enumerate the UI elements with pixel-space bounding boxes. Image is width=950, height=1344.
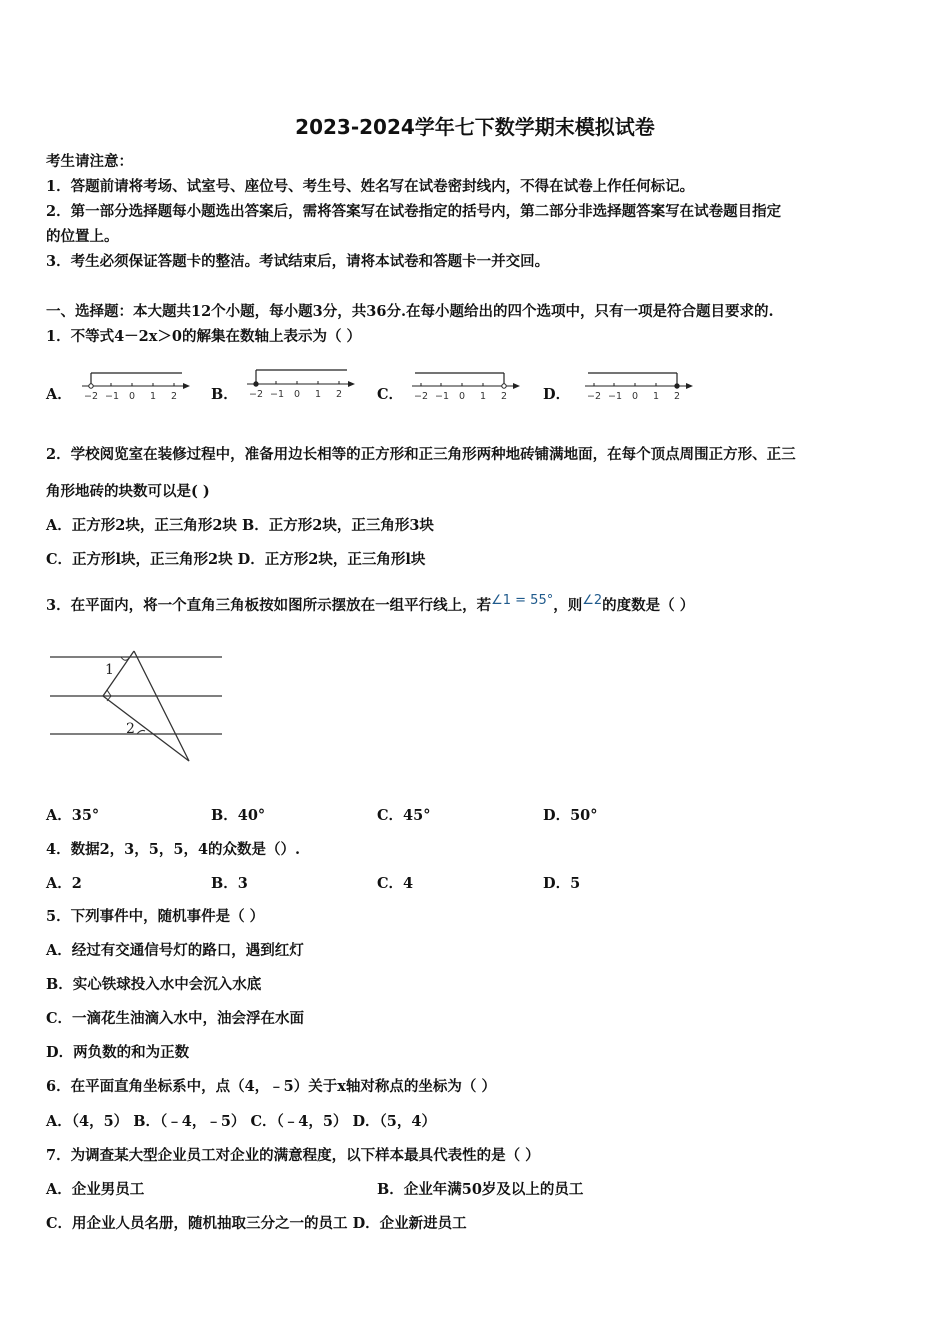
q3-figure [45, 645, 230, 770]
q1c-tick-label: 0 [459, 391, 466, 402]
q4-option-a: A．2 [46, 875, 82, 892]
q1-option-d-number-line [583, 364, 701, 404]
q1-option-c-label: C． [377, 386, 404, 403]
q3-angle1-condition: ∠1 = 55° [491, 593, 554, 608]
q1c-tick-label: −1 [435, 391, 450, 402]
q3-option-c: C．45° [377, 807, 431, 824]
q4-option-b: B．3 [211, 875, 248, 892]
q1a-tick-label: −1 [105, 391, 120, 402]
q3-option-d: D．50° [543, 807, 598, 824]
q1b-tick-label: −1 [270, 389, 285, 400]
q5-option-c: C．一滴花生油滴入水中，油会浮在水面 [46, 1010, 305, 1027]
q1b-tick-label: 0 [294, 389, 301, 400]
q3-stem-c: 的度数是（ ） [602, 597, 695, 614]
q3-stem [46, 593, 695, 616]
page-title: 2023-2024学年七下数学期末模拟试卷 [295, 115, 655, 139]
q1-option-a-label: A． [46, 386, 72, 403]
q1d-tick-label: 0 [632, 391, 639, 402]
section-heading: 一、选择题：本大题共12个小题，每小题3分，共36分.在每小题给出的四个选项中，只有一项是符合题目要求的. [46, 303, 774, 320]
q1c-tick-label: −2 [414, 391, 429, 402]
notice-item-3: 3．考生必须保证答题卡的整洁。考试结束后，请将本试卷和答题卡一并交回。 [46, 253, 550, 270]
q1b-tick-label: 2 [336, 389, 343, 400]
notice-item-2a: 2．第一部分选择题每小题选出答案后，需将答案写在试卷指定的括号内，第二部分非选择题答案写在试卷题目指定 [46, 203, 782, 220]
notice-item-2b: 的位置上。 [46, 228, 119, 245]
q2-stem-a: 2．学校阅览室在装修过程中，准备用边长相等的正方形和正三角形两种地砖铺满地面，在每个顶点周围正方形、正三 [46, 446, 796, 463]
q1-stem: 1．不等式4－2x＞0的解集在数轴上表示为（ ） [46, 328, 362, 345]
q3-angle2-label: 2 [126, 721, 135, 737]
q3-stem-a: 3．在平面内，将一个直角三角板按如图所示摆放在一组平行线上，若 [46, 597, 492, 614]
q1-option-d-label: D． [543, 386, 571, 403]
q1d-tick-label: 2 [674, 391, 681, 402]
q4-option-d: D．5 [543, 875, 581, 892]
q3-stem-b: ，则 [553, 597, 583, 614]
q3-option-a: A．35° [46, 807, 100, 824]
q1a-tick-label: 1 [150, 391, 157, 402]
notice-item-1: 1．答题前请将考场、试室号、座位号、考生号、姓名写在试卷密封线内，不得在试卷上作任何标记。 [46, 178, 695, 195]
q3-angle1-label: 1 [105, 662, 114, 678]
q1-option-b-number-line [245, 364, 363, 404]
q1c-tick-label: 2 [501, 391, 508, 402]
q5-option-a: A．经过有交通信号灯的路口，遇到红灯 [46, 942, 304, 959]
q7-option-a: A．企业男员工 [46, 1181, 145, 1198]
q6-stem: 6．在平面直角坐标系中，点（4，﹣5）关于x轴对称点的坐标为（ ） [46, 1078, 496, 1095]
q7-options-line-cd: C．用企业人员名册，随机抽取三分之一的员工 D．企业新进员工 [46, 1215, 467, 1232]
q5-option-b: B．实心铁球投入水中会沉入水底 [46, 976, 262, 993]
q3-option-b: B．40° [211, 807, 266, 824]
q4-stem: 4．数据2，3，5，5，4的众数是（）. [46, 841, 301, 858]
q7-option-b: B．企业年满50岁及以上的员工 [377, 1181, 584, 1198]
q5-option-d: D．两负数的和为正数 [46, 1044, 190, 1061]
q4-option-c: C．4 [377, 875, 414, 892]
q1d-tick-label: −1 [608, 391, 623, 402]
q6-options-line: A．（4，5） B．（﹣4，﹣5） C．（﹣4，5） D．（5，4） [46, 1113, 436, 1130]
q1a-tick-label: −2 [84, 391, 99, 402]
q1a-tick-label: 2 [171, 391, 178, 402]
q1d-tick-label: −2 [587, 391, 602, 402]
q1-option-c-number-line [410, 364, 528, 404]
q1b-tick-label: 1 [315, 389, 322, 400]
notice-heading: 考生请注意： [46, 153, 133, 170]
q1a-tick-label: 0 [129, 391, 136, 402]
q2-options-line-1: A．正方形2块，正三角形2块 B．正方形2块，正三角形3块 [46, 517, 434, 534]
q7-stem: 7．为调查某大型企业员工对企业的满意程度，以下样本最具代表性的是（ ） [46, 1147, 540, 1164]
q2-stem-b: 角形地砖的块数可以是( ) [46, 483, 210, 500]
q1-option-a-number-line [80, 364, 198, 404]
q1b-tick-label: −2 [249, 389, 264, 400]
q1d-tick-label: 1 [653, 391, 660, 402]
q5-stem: 5．下列事件中，随机事件是（ ） [46, 908, 265, 925]
q1c-tick-label: 1 [480, 391, 487, 402]
q1-option-b-label: B． [211, 386, 238, 403]
q3-angle2-symbol: ∠2 [582, 593, 603, 608]
q2-options-line-2: C．正方形l块，正三角形2块 D．正方形2块，正三角形l块 [46, 551, 426, 568]
